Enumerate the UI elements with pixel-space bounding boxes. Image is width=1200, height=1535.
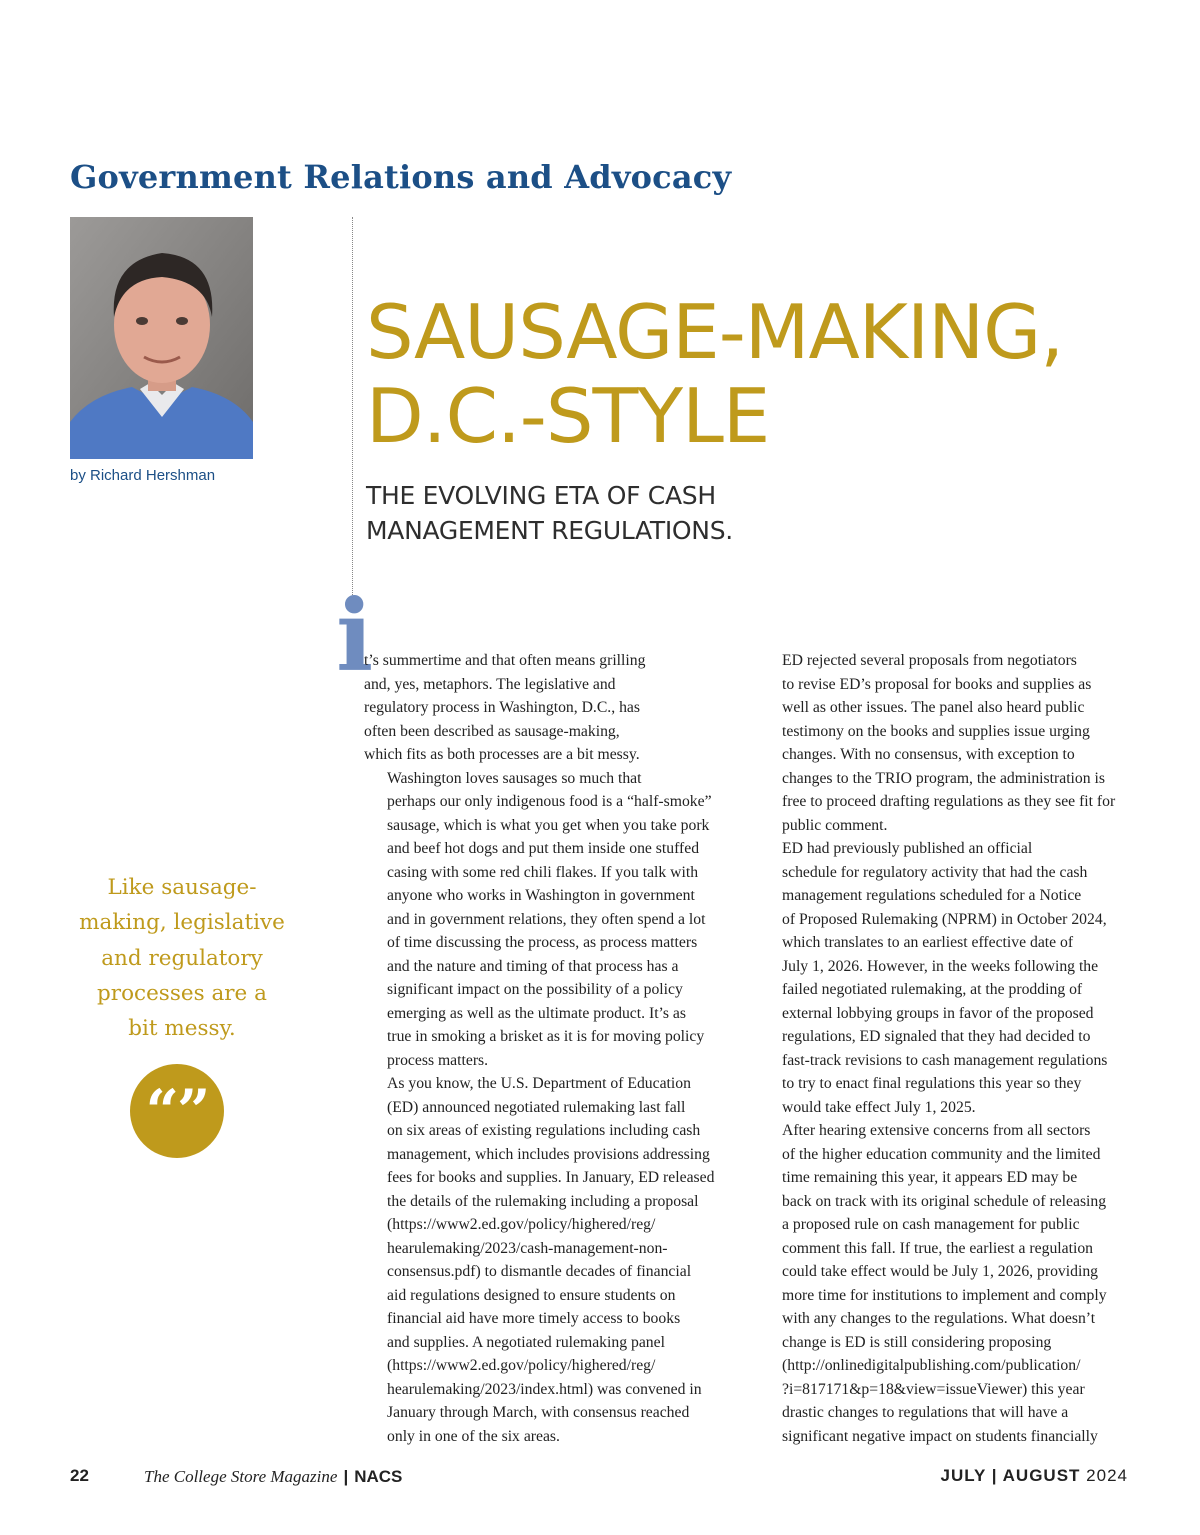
text-line: hearulemaking/2023/index.html) was convened in — [387, 1380, 702, 1398]
text-line: (https://www2.ed.gov/policy/highered/reg/ — [387, 1216, 656, 1233]
text-line: on six areas of existing regulations including cash — [387, 1122, 701, 1139]
text-line: a proposed rule on cash management for public — [782, 1216, 1080, 1233]
article-paragraph — [759, 649, 1139, 837]
page-number: 22 — [70, 1466, 89, 1485]
section-title: Government Relations and Advocacy — [70, 158, 732, 196]
pull-quote-line: and regulatory — [101, 945, 263, 971]
vertical-divider — [352, 217, 353, 605]
text-line: with any changes to the regulations. What doesn’t — [782, 1310, 1096, 1327]
text-line: which translates to an earliest effective date of — [782, 934, 1074, 951]
text-line: would take effect July 1, 2025. — [782, 1098, 976, 1116]
text-line: public comment. — [782, 816, 888, 834]
headline-line: SAUSAGE-MAKING, — [366, 288, 1064, 376]
text-line: significant negative impact on students financially — [782, 1427, 1098, 1445]
text-line: After hearing extensive concerns from all sectors — [782, 1122, 1091, 1139]
article-column-2 — [759, 649, 1139, 1448]
headline-line: D.C.-STYLE — [366, 372, 770, 460]
text-line: January through March, with consensus reached — [387, 1404, 690, 1421]
text-line: management, which includes provisions addressing — [387, 1145, 710, 1163]
text-line: fees for books and supplies. In January, ED released — [387, 1169, 715, 1186]
article-paragraph — [759, 837, 1139, 1119]
text-line: failed negotiated rulemaking, at the prodding of — [782, 981, 1083, 998]
text-line: and, yes, metaphors. The legislative and — [364, 675, 616, 693]
subheadline-line: THE EVOLVING ETA OF CASH — [366, 481, 716, 510]
text-line: often been described as sausage-making, — [364, 722, 620, 740]
text-line: and the nature and timing of that process has a — [387, 957, 679, 975]
text-line: comment this fall. If true, the earliest a regulation — [782, 1239, 1094, 1257]
text-line: consensus.pdf) to dismantle decades of financial — [387, 1263, 692, 1280]
text-line: and supplies. A negotiated rulemaking panel — [387, 1333, 665, 1351]
text-line: fast-track revisions to cash management regulations — [782, 1051, 1108, 1069]
text-line: financial aid have more timely access to books — [387, 1310, 681, 1327]
issue-year: 2024 — [1086, 1466, 1128, 1485]
text-line: could take effect would be July 1, 2026, providing — [782, 1263, 1099, 1280]
drop-cap: i — [336, 579, 374, 694]
text-line: to revise ED’s proposal for books and supplies as — [782, 675, 1092, 693]
author-photo — [70, 217, 253, 459]
pull-quote — [70, 870, 294, 1046]
text-line: changes. With no consensus, with exception to — [782, 746, 1075, 763]
text-line: sausage, which is what you get when you take pork — [387, 816, 710, 834]
text-line: testimony on the books and supplies issue urging — [782, 722, 1090, 740]
org-name: NACS — [354, 1467, 403, 1486]
text-line: and in government relations, they often spend a lot — [387, 910, 706, 928]
text-line: As you know, the U.S. Department of Education — [387, 1075, 691, 1092]
text-line: time remaining this year, it appears ED may be — [782, 1169, 1078, 1186]
text-line: ED rejected several proposals from negotiators — [782, 652, 1077, 669]
text-line: regulatory process in Washington, D.C., has — [364, 699, 640, 716]
pull-quote-line: Like sausage- — [107, 875, 257, 900]
text-line: changes to the TRIO program, the administration is — [782, 769, 1105, 787]
article-paragraph — [364, 1072, 739, 1448]
text-line: Washington loves sausages so much that — [387, 769, 642, 787]
magazine-title: The College Store Magazine — [144, 1467, 338, 1486]
article-paragraph — [364, 767, 739, 1073]
text-line: external lobbying groups in favor of the proposed — [782, 1004, 1094, 1022]
text-line: anyone who works in Washington in government — [387, 887, 695, 904]
text-line: the details of the rulemaking including a proposal — [387, 1192, 699, 1210]
text-line: schedule for regulatory activity that had the cash — [782, 863, 1088, 881]
text-line: (https://www2.ed.gov/policy/highered/reg/ — [387, 1357, 656, 1374]
text-line: significant impact on the possibility of a policy — [387, 981, 683, 998]
text-line: only in one of the six areas. — [387, 1427, 560, 1445]
quotation-marks-icon: “” — [130, 1064, 224, 1158]
text-line: of Proposed Rulemaking (NPRM) in October 2024, — [782, 910, 1107, 928]
text-line: well as other issues. The panel also heard public — [782, 699, 1085, 716]
text-line: more time for institutions to implement and comply — [782, 1286, 1107, 1304]
text-line: of time discussing the process, as process matters — [387, 934, 698, 951]
pull-quote-line: processes are a — [97, 980, 267, 1006]
text-line: emerging as well as the ultimate product. It’s as — [387, 1004, 687, 1022]
issue-date — [941, 1466, 1129, 1486]
text-line: ED had previously published an official — [782, 840, 1033, 857]
text-line: true in smoking a brisket as it is for moving policy — [387, 1028, 705, 1045]
article-paragraph — [759, 1119, 1139, 1448]
publication-name — [144, 1467, 402, 1487]
pull-quote-line: making, legislative — [79, 910, 285, 936]
text-line: change is ED is still considering proposing — [782, 1333, 1052, 1351]
text-line: (ED) announced negotiated rulemaking last fall — [387, 1098, 686, 1116]
text-line: hearulemaking/2023/cash-management-non- — [387, 1239, 668, 1257]
subheadline — [366, 478, 733, 548]
text-line: free to proceed drafting regulations as they see fit for — [782, 793, 1116, 810]
text-line: to try to enact final regulations this year so they — [782, 1075, 1082, 1092]
text-line: July 1, 2026. However, in the weeks following the — [782, 957, 1099, 975]
text-line: perhaps our only indigenous food is a “half-smoke” — [387, 793, 712, 810]
article-column-1 — [364, 649, 739, 1448]
text-line: management regulations scheduled for a Notice — [782, 887, 1082, 904]
text-line: and beef hot dogs and put them inside one stuffed — [387, 840, 700, 857]
article-paragraph — [364, 649, 739, 767]
headline — [366, 290, 1063, 458]
text-line: which fits as both processes are a bit messy. — [364, 746, 640, 763]
text-line: aid regulations designed to ensure students on — [387, 1286, 676, 1304]
text-line: regulations, ED signaled that they had decided to — [782, 1028, 1091, 1045]
text-line: process matters. — [387, 1051, 489, 1069]
byline: by Richard Hershman — [70, 467, 216, 484]
text-line: t’s summertime and that often means grilling — [364, 652, 646, 669]
issue-months: JULY | AUGUST — [940, 1466, 1081, 1485]
text-line: of the higher education community and the limited — [782, 1145, 1101, 1163]
page-footer — [70, 1466, 1128, 1490]
text-line: ?i=817171&p=18&view=issueViewer) this year — [782, 1380, 1085, 1398]
text-line: drastic changes to regulations that will have a — [782, 1404, 1069, 1421]
subheadline-line: MANAGEMENT REGULATIONS. — [366, 516, 733, 545]
text-line: (http://onlinedigitalpublishing.com/publication/ — [782, 1357, 1081, 1374]
pull-quote-line: bit messy. — [128, 1016, 236, 1042]
text-line: casing with some red chili flakes. If you talk with — [387, 863, 699, 881]
footer-separator: | — [343, 1467, 349, 1486]
text-line: back on track with its original schedule of releasing — [782, 1192, 1107, 1210]
